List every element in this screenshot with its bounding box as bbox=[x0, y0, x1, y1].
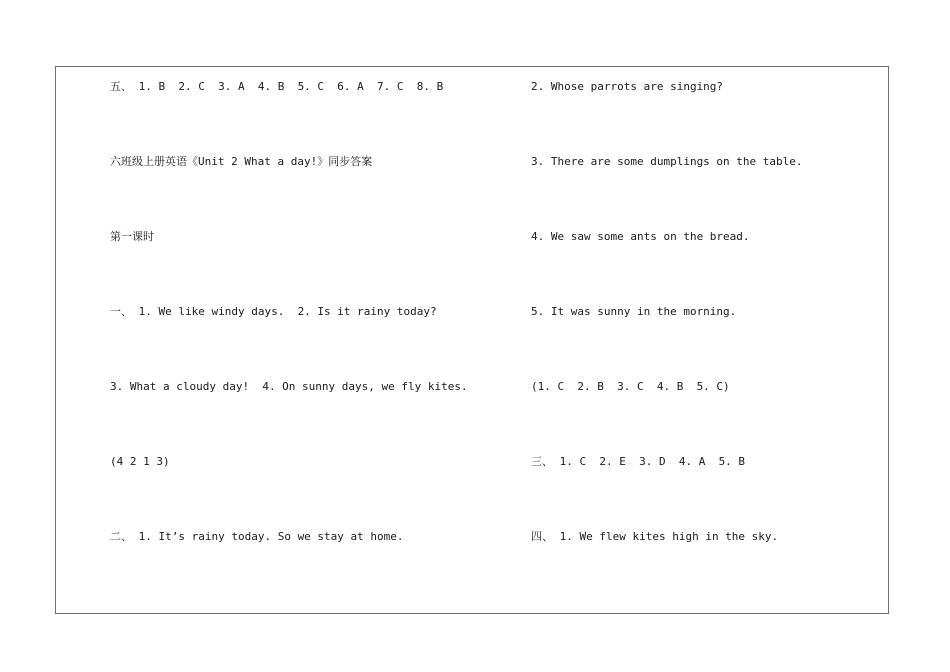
answer-line-si: 四、 1. We flew kites high in the sky. bbox=[531, 530, 779, 543]
answer-line-yi: 一、 1. We like windy days. 2. Is it rainy today? bbox=[110, 305, 437, 318]
answer-line-yi-continued: 3. What a cloudy day! 4. On sunny days, we fly kites. bbox=[110, 380, 468, 393]
answer-line-3: 3. There are some dumplings on the table. bbox=[531, 155, 803, 168]
answer-line-5: 5. It was sunny in the morning. bbox=[531, 305, 737, 318]
answer-line-choices: (1. C 2. B 3. C 4. B 5. C) bbox=[531, 380, 730, 393]
answer-line-er: 二、 1. It’s rainy today. So we stay at home. bbox=[110, 530, 404, 543]
answer-line-order: (4 2 1 3) bbox=[110, 455, 170, 468]
answer-line-4: 4. We saw some ants on the bread. bbox=[531, 230, 750, 243]
section-heading-lesson-one: 第一课时 bbox=[110, 230, 154, 243]
document-title: 六班级上册英语《Unit 2 What a day!》同步答案 bbox=[110, 155, 373, 168]
answer-line-san: 三、 1. C 2. E 3. D 4. A 5. B bbox=[531, 455, 746, 468]
answer-line-2: 2. Whose parrots are singing? bbox=[531, 80, 724, 93]
answer-line-wu: 五、 1. B 2. C 3. A 4. B 5. C 6. A 7. C 8. B bbox=[110, 80, 444, 93]
